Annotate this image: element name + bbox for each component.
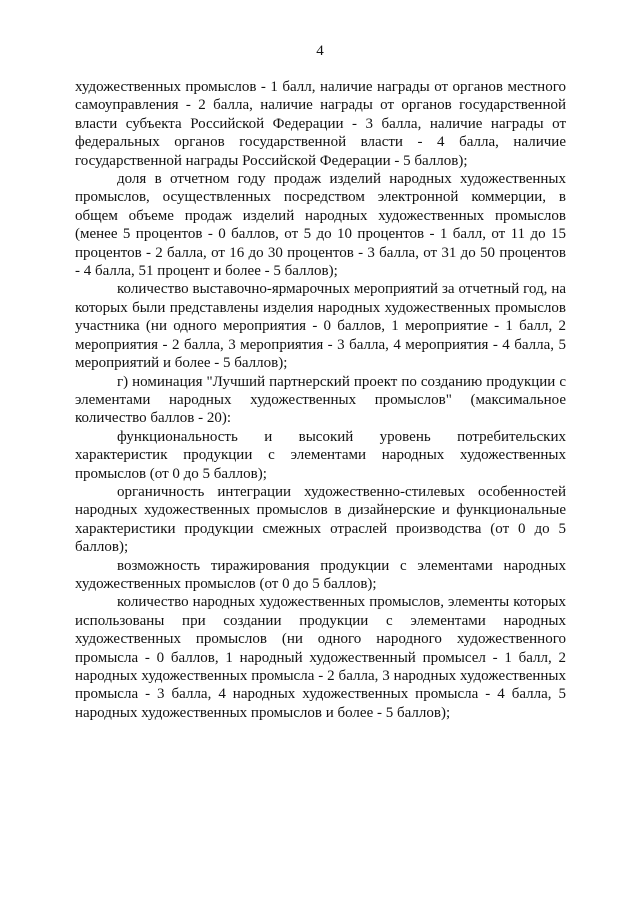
paragraph-ecommerce-share: доля в отчетном году продаж изделий народных художественных промыслов, осуществленных посредством электронной коммерции, в общем объеме продаж изделий народных художественных промыслов (менее 5 процентов - 0 баллов, от 5 до 10 процентов - 1 балл, от 11 до 15 процентов - 2 балла, от 16 до 30 процентов - 3 балла, от 31 до 50 процентов - 4 балла, 51 процент и более - 5 баллов);	[75, 171, 566, 280]
document-body	[75, 78, 566, 722]
paragraph-replication: возможность тиражирования продукции с элементами народных художественных промыслов (от 0 до 5 баллов);	[75, 557, 566, 592]
paragraph-awards-continuation: художественных промыслов - 1 балл, наличие награды от органов местного самоуправления - 2 балла, наличие награды от органов государственной власти субъекта Российской Федерации - 3 балла, наличие награды от федеральных органов государственной власти - 4 балла, наличие государственной награды Российской Федерации - 5 баллов);	[75, 79, 566, 169]
page-number: 4	[316, 43, 324, 59]
paragraph-exhibitions-count: количество выставочно-ярмарочных мероприятий за отчетный год, на которых были представлены изделия народных художественных промыслов участника (ни одного мероприятия - 0 баллов, 1 мероприятие - 1 балл, 2 мероприятия - 2 балла, 3 мероприятия - 3 балла, 4 мероприятия - 4 балла, 5 мероприятий и более - 5 баллов);	[75, 281, 566, 372]
paragraph-nomination-g: г) номинация "Лучший партнерский проект по созданию продукции с элементами народных художественных промыслов" (максимальное количество баллов - 20):	[75, 373, 566, 427]
paragraph-functionality: функциональность и высокий уровень потребительских характеристик продукции с элементами народных художественных промыслов (от 0 до 5 баллов);	[75, 428, 566, 482]
paragraph-crafts-count: количество народных художественных промыслов, элементы которых использованы при создании продукции с элементами народных художественных промыслов (ни одного народного художественного промысла - 0 баллов, 1 народный художественный промысел - 1 балл, 2 народных художественных промысла - 2 балла, 3 народных художественных промысла - 3 балла, 4 народных художественных промысла - 4 балла, 5 народных художественных промыслов и более - 5 баллов);	[75, 594, 566, 721]
paragraph-integration: органичность интеграции художественно-стилевых особенностей народных художественных промыслов в дизайнерские и функциональные характеристики продукции смежных отраслей производства (от 0 до 5 баллов);	[75, 483, 566, 556]
